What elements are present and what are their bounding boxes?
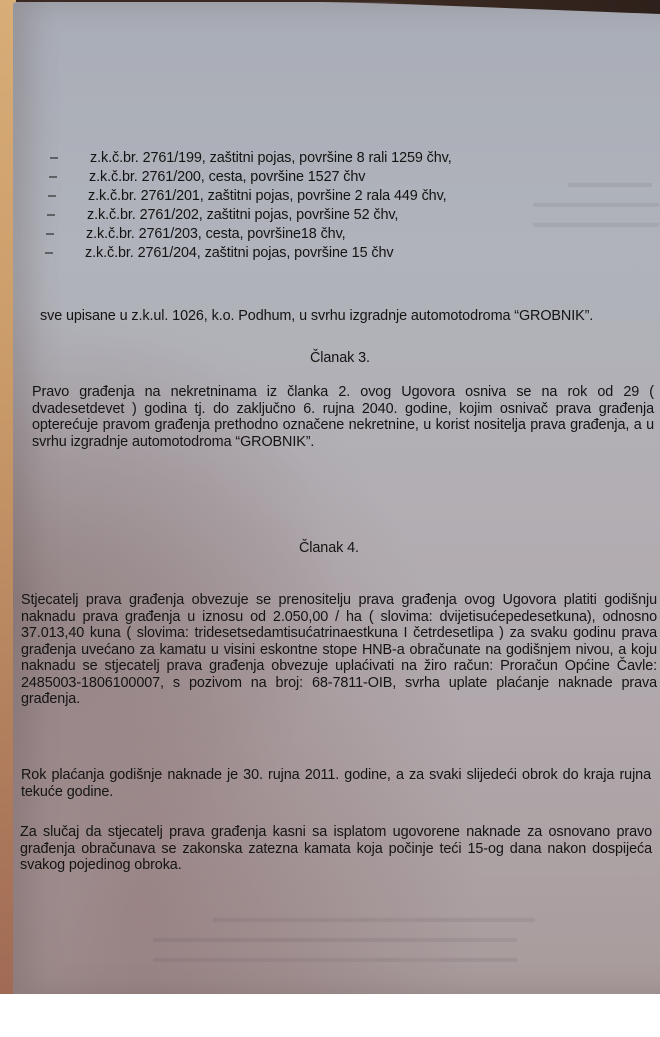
list-item: [0, 245, 660, 264]
parcel-text: z.k.č.br. 2761/199, zaštitni pojas, površine 8 rali 1259 čhv,: [90, 150, 452, 166]
bleed-through-texture: ▬▬▬▬▬▬▬▬▬: [533, 194, 659, 210]
bleed-through-texture: ▬▬▬▬▬▬▬▬▬▬▬▬▬▬▬▬▬▬▬▬▬▬▬▬▬▬: [153, 949, 517, 965]
article-3-paragraph: Pravo građenja na nekretninama iz članka 2. ovog Ugovora osniva se na rok od 29 ( dvadesetdevet ) godina tj. do zaključno 6. rujna 2040. godine, kojim osnivač prava građenja opterećuje pravom građenja prethodno označene nekretnine, u korist nositelja prava građenja, a u svrhu izgradnje automotodroma “GROBNIK”.: [32, 384, 654, 450]
list-item: [0, 226, 660, 245]
list-dash: –: [47, 207, 55, 223]
list-item: [0, 150, 660, 169]
article-4-paragraph-2: Rok plaćanja godišnje naknade je 30. rujna 2011. godine, a za svaki slijedeći obrok do kraja rujna tekuće godine.: [21, 767, 651, 800]
list-dash: –: [48, 188, 56, 204]
summary-line: sve upisane u z.k.ul. 1026, k.o. Podhum, u svrhu izgradnje automotodroma “GROBNIK”.: [40, 308, 594, 324]
list-dash: –: [50, 150, 58, 166]
list-item: [0, 169, 660, 188]
article-4-heading: Članak 4.: [299, 540, 359, 556]
list-dash: –: [45, 245, 53, 261]
list-item: [0, 188, 660, 207]
bleed-through-texture: ▬▬▬▬▬▬▬▬▬▬▬▬▬▬▬▬▬▬▬▬▬▬▬: [213, 909, 535, 925]
bleed-through-texture: ▬▬▬▬▬▬: [568, 174, 652, 190]
list-item: [0, 207, 660, 226]
parcel-text: z.k.č.br. 2761/200, cesta, površine 1527 čhv: [89, 169, 366, 185]
paper-sheet: [13, 2, 660, 994]
parcel-text: z.k.č.br. 2761/204, zaštitni pojas, površine 15 čhv: [85, 245, 394, 261]
bleed-through-texture: ▬▬▬▬▬▬▬▬▬▬▬▬▬▬▬▬▬▬▬▬▬▬▬▬▬▬: [153, 929, 517, 945]
parcel-text: z.k.č.br. 2761/203, cesta, površine18 čhv,: [86, 226, 346, 242]
parcel-text: z.k.č.br. 2761/201, zaštitni pojas, površine 2 rala 449 čhv,: [88, 188, 447, 204]
parcel-list: [0, 150, 660, 264]
list-dash: –: [46, 226, 54, 242]
article-4-paragraph-1: Stjecatelj prava građenja obvezuje se prenositelju prava građenja ovog Ugovora platiti godišnju naknadu prava građenja u iznosu od 2.050,00 / ha ( slovima: dvijetisućepedesetkuna), odnosno 37.013,40 kuna ( slovima: tridesetsedamtisućatrinaestkuna I četrdesetlipa ) za svaku godinu prava građenja uvećano za kamatu u visini eskontne stope HNB-a obračunate na godišnjem nivou, a koju naknadu se stjecatelj prava građenja obvezuje uplaćivati na žiro račun: Proračun Općine Čavle: 2485003-1806100007, s pozivom na broj: 68-7811-OIB, svrha uplate plaćanje naknade prava građenja.: [21, 592, 657, 707]
parcel-text: z.k.č.br. 2761/202, zaštitni pojas, površine 52 čhv,: [87, 207, 399, 223]
bleed-through-texture: ▬▬▬▬▬▬▬▬▬: [533, 214, 659, 230]
article-4-paragraph-3: Za slučaj da stjecatelj prava građenja kasni sa isplatom ugovorene naknade za osnovano pravo građenja obračunava se zakonska zatezna kamata koja počinje teći 15-og dana nakon dospijeća svakog pojedinog obroka.: [20, 824, 652, 873]
list-dash: –: [49, 169, 57, 185]
article-3-heading: Članak 3.: [310, 350, 370, 366]
